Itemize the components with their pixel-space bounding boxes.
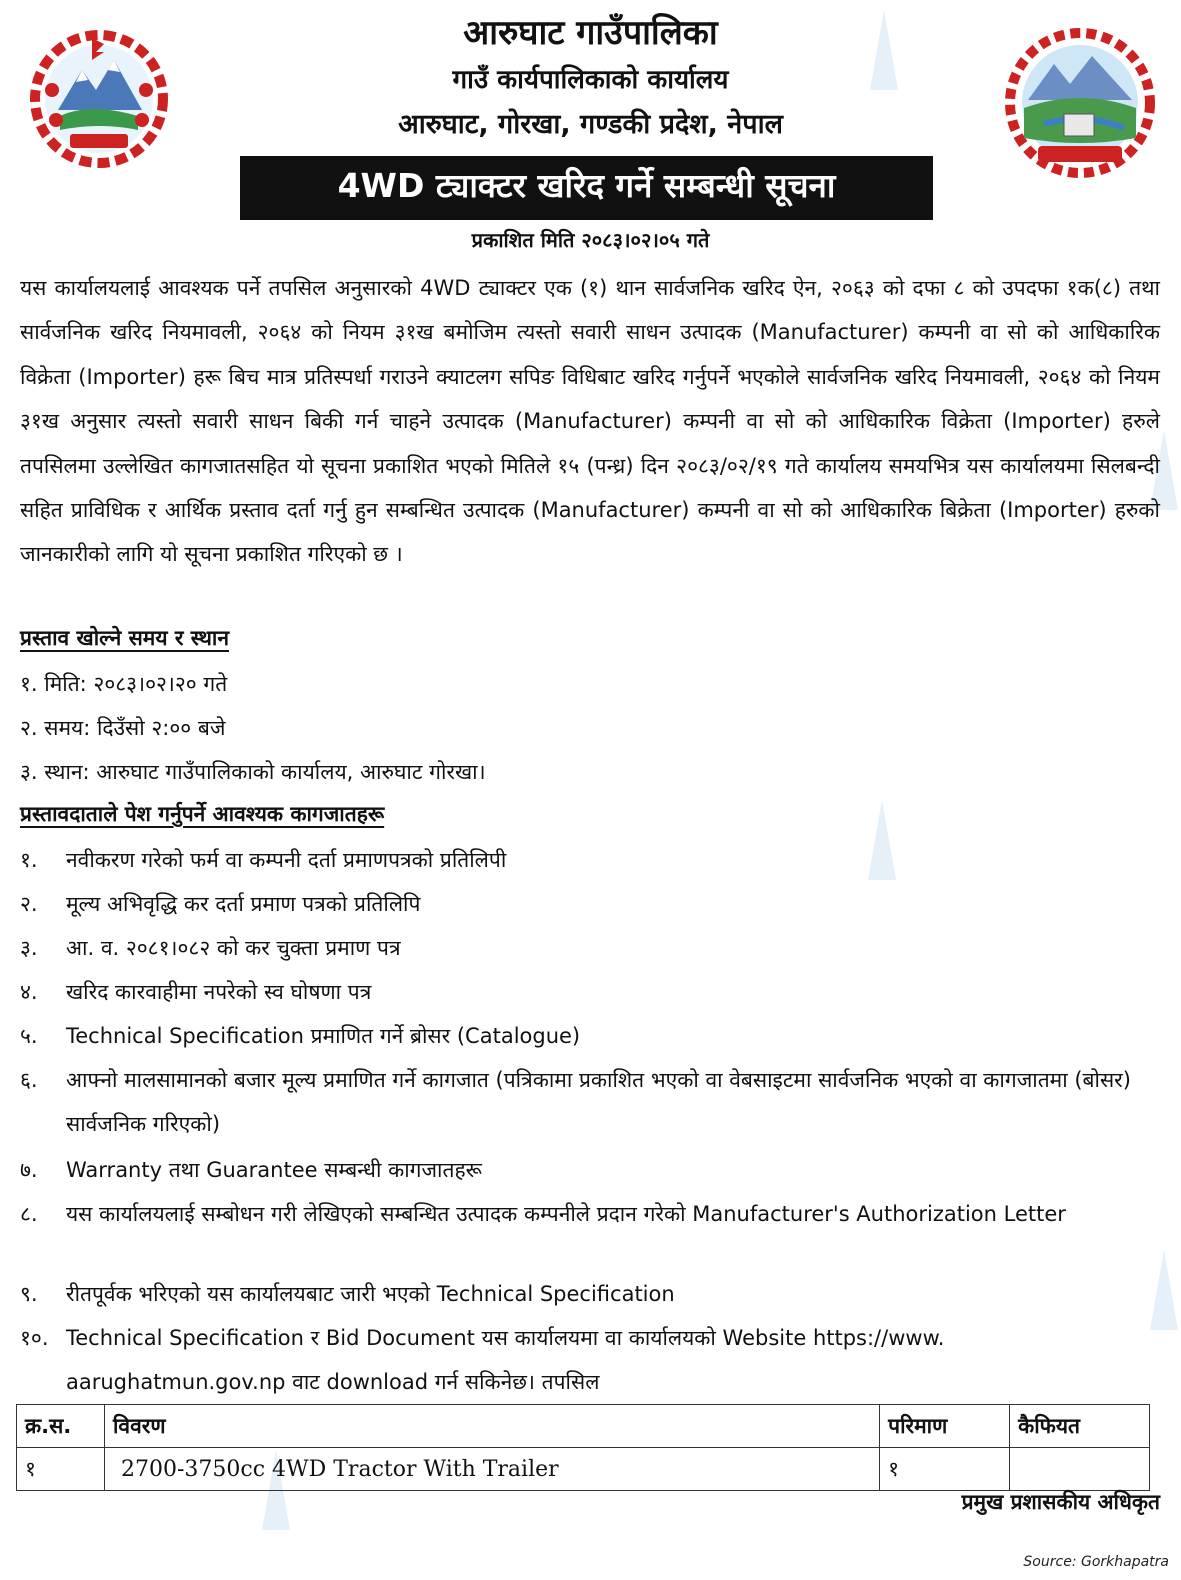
- document-item-number: ९.: [20, 1282, 38, 1306]
- document-item-text: आफ्नो मालसामानको बजार मूल्य प्रमाणित गर्ने कागजात (पत्रिकामा प्रकाशित भएको वा वेबसाइटमा सार्वजनिक भएको वा कागजातमा (बोसर) सार्वजनिक गरिएको): [66, 1068, 1131, 1136]
- municipality-name: आरुघाट गाउँपालिका: [463, 13, 718, 53]
- document-item-number: ५.: [20, 1024, 38, 1048]
- cell-serial: १: [17, 1448, 105, 1491]
- header-description: विवरण: [104, 1405, 879, 1448]
- documents-section-heading: प्रस्तावदाताले पेश गर्नुपर्ने आवश्यक कागजातहरू: [20, 802, 385, 826]
- notice-body-paragraph: यस कार्यालयलाई आवश्यक पर्ने तपसिल अनुसारको 4WD ट्याक्टर एक (१) थान सार्वजनिक खरिद ऐन, २०६३ को दफा ८ को उपदफा १क(८) तथा सार्वजनिक खरिद नियमावली, २०६४ को नियम ३१ख बमोजिम त्यस्तो सवारी साधन उत्पादक (Manufacturer) कम्पनी वा सो को आधिकारिक विक्रेता (Importer) हरू बिच मात्र प्रतिस्पर्धा गराउने क्याटलग सपिङ विधिबाट खरिद गर्नुपर्ने भएकोले सार्वजनिक खरिद नियमावली, २०६४ को नियम ३१ख अनुसार त्यस्तो सवारी साधन बिकी गर्न चाहने उत्पादक (Manufacturer) कम्पनी वा सो को आधिकारिक विक्रेता (Importer) हरुले तपसिलमा उल्लेखित कागजातसहित यो सूचना प्रकाशित भएको मितिले १५ (पन्ध्र) दिन २०८३/०२/१९ गते कार्यालय समयभित्र यस कार्यालयमा सिलबन्दी सहित प्राविधिक र आर्थिक प्रस्ताव दर्ता गर्नु हुन सम्बन्धित उत्पादक (Manufacturer) कम्पनी वा सो को आधिकारिक बिक्रेता (Importer) हरुको जानकारीको लागि यो सूचना प्रकाशित गरिएको छ ।: [20, 276, 1160, 567]
- table-header-row: [17, 1405, 1150, 1448]
- document-item-text: यस कार्यालयलाई सम्बोधन गरी लेखिएको सम्बन्धित उत्पादक कम्पनीले प्रदान गरेको Manufacturer's Authorization Letter: [66, 1202, 1066, 1226]
- office-name: गाउँ कार्यपालिकाको कार्यालय: [452, 65, 729, 95]
- document-item-text: आ. व. २०८१।०८२ को कर चुक्ता प्रमाण पत्र: [66, 936, 401, 960]
- document-item-number: ६.: [20, 1068, 38, 1092]
- document-item-number: ७.: [20, 1158, 38, 1182]
- source-credit: Source: Gorkhapatra: [1023, 1554, 1169, 1570]
- document-item-number: १.: [20, 848, 38, 872]
- office-address: आरुघाट, गोरखा, गण्डकी प्रदेश, नेपाल: [398, 109, 783, 140]
- opening-time: २. समय: दिउँसो २:०० बजे: [20, 716, 226, 740]
- published-date: प्रकाशित मिति २०८३।०२।०५ गते: [471, 228, 710, 252]
- opening-section-heading: प्रस्ताव खोल्ने समय र स्थान: [20, 626, 230, 650]
- signatory-title: प्रमुख प्रशासकीय अधिकृत: [961, 1490, 1160, 1514]
- cell-description: 2700-3750cc 4WD Tractor With Trailer: [104, 1448, 879, 1491]
- cell-quantity: १: [880, 1448, 1010, 1491]
- document-item-text: Warranty तथा Guarantee सम्बन्धी कागजातहरू: [66, 1158, 482, 1182]
- header-quantity: परिमाण: [880, 1405, 1010, 1448]
- document-item-text: मूल्य अभिवृद्धि कर दर्ता प्रमाण पत्रको प्रतिलिपि: [66, 892, 421, 916]
- header-serial: क्र.स.: [17, 1405, 105, 1448]
- table-row: [17, 1448, 1150, 1491]
- opening-place: ३. स्थान: आरुघाट गाउँपालिकाको कार्यालय, आरुघाट गोरखा।: [20, 760, 486, 784]
- header-remarks: कैफियत: [1010, 1405, 1150, 1448]
- opening-date: १. मिति: २०८३।०२।२० गते: [20, 672, 228, 696]
- schedule-table: [16, 1404, 1150, 1491]
- document-item-text: खरिद कारवाहीमा नपरेको स्व घोषणा पत्र: [66, 980, 372, 1004]
- document-item-text: नवीकरण गरेको फर्म वा कम्पनी दर्ता प्रमाणपत्रको प्रतिलिपी: [66, 848, 507, 872]
- document-item-number: ३.: [20, 936, 38, 960]
- document-item-text: रीतपूर्वक भरिएको यस कार्यालयबाट जारी भएको Technical Specification: [66, 1282, 675, 1306]
- notice-title: 4WD ट्याक्टर खरिद गर्ने सम्बन्धी सूचना: [240, 156, 933, 220]
- document-item-number: १०.: [20, 1326, 49, 1350]
- document-item-number: २.: [20, 892, 38, 916]
- document-item-text: Technical Specification र Bid Document यस कार्यालयमा वा कार्यालयको Website https://www. aarughatmun.gov.np वाट download गर्न सकिनेछ। तपसिल: [66, 1326, 945, 1394]
- document-item-number: ४.: [20, 980, 38, 1004]
- document-item-text: Technical Specification प्रमाणित गर्ने ब्रोसर (Catalogue): [66, 1024, 581, 1048]
- cell-remarks: [1010, 1448, 1150, 1491]
- document-item-number: ८.: [20, 1202, 38, 1226]
